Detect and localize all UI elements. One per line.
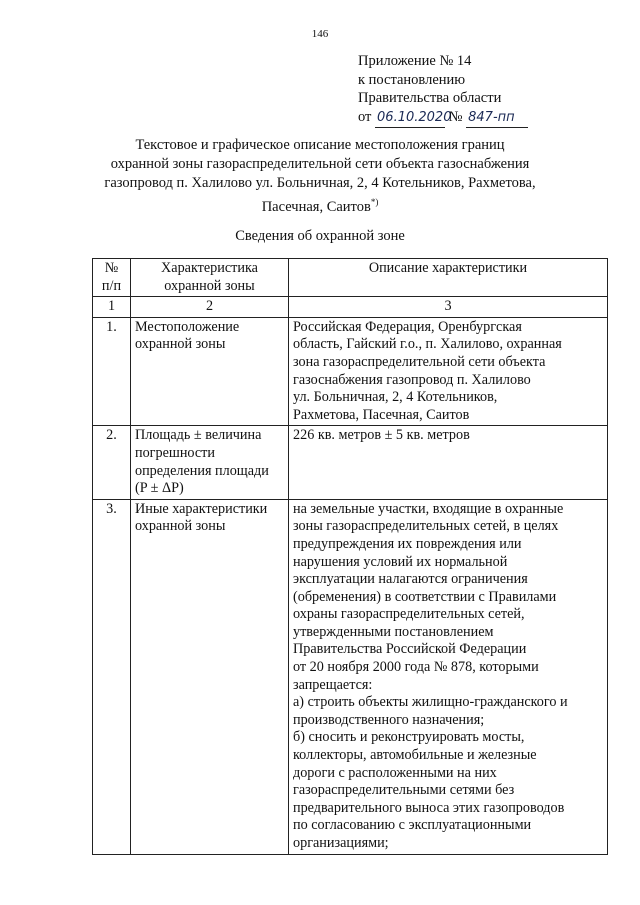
table-row	[93, 317, 608, 426]
protection-zone-table	[92, 258, 608, 855]
annex-number-label: №	[448, 108, 463, 125]
table-index-row	[93, 297, 608, 318]
row-characteristic	[131, 317, 289, 426]
text-line: 226 кв. метров ± 5 кв. метров	[293, 427, 470, 444]
text-line: а) строить объекты жилищно-гражданского и	[293, 694, 568, 711]
text-line: на земельные участки, входящие в охранные	[293, 500, 564, 517]
row-num: 1.	[93, 317, 131, 426]
text-line: зона газораспределительной сети объекта	[293, 353, 546, 370]
header-characteristic-line-1: Характеристика	[161, 260, 258, 276]
header-num-line-1: №	[104, 260, 119, 276]
table-header-row	[93, 259, 608, 297]
text-line: нарушения условий их нормальной	[293, 553, 508, 570]
title-line-1: Текстовое и графическое описание местоположения границ	[135, 137, 505, 153]
row-description	[289, 499, 608, 854]
index-cell-2: 2	[131, 297, 289, 318]
handwritten-number: 847-пп	[466, 109, 528, 129]
text-line: газоснабжения газопровод п. Халилово	[293, 371, 531, 388]
text-line: утвержденными постановлением	[293, 623, 494, 640]
text-line: область, Гайский г.о., п. Халилово, охранная	[293, 336, 562, 353]
text-line: от 20 ноября 2000 года № 878, которыми	[293, 659, 539, 676]
text-line: Площадь ± величина	[135, 427, 262, 444]
text-line: Местоположение	[135, 318, 240, 335]
page-number: 146	[311, 28, 329, 40]
table-row	[93, 426, 608, 499]
text-line: производственного назначения;	[293, 711, 485, 728]
annex-header	[358, 52, 528, 128]
text-line: Иные характеристики	[135, 500, 268, 517]
text-line: коллекторы, автомобильные и железные	[293, 747, 537, 764]
index-cell-1: 1	[93, 297, 131, 318]
text-line: охранной зоны	[135, 518, 226, 535]
annex-line-2: к постановлению	[358, 71, 466, 88]
annex-line-3: Правительства области	[358, 90, 502, 106]
text-line: погрешности	[135, 444, 215, 461]
annex-line-1: Приложение № 14	[358, 53, 472, 69]
title-line-3: газопровод п. Халилово ул. Больничная, 2, 4 Котельников, Рахметова,	[104, 175, 536, 191]
title-line-2: охранной зоны газораспределительной сети объекта газоснабжения	[110, 156, 530, 172]
text-line: газораспределительными сетями без	[293, 782, 515, 799]
header-num	[93, 259, 131, 297]
row-num: 3.	[93, 499, 131, 854]
text-line: дороги с расположенными на них	[293, 764, 497, 781]
section-subtitle: Сведения об охранной зоне	[235, 228, 405, 244]
text-line: зоны газораспределительных сетей, в целях	[293, 518, 559, 535]
text-line: запрещается:	[293, 676, 373, 693]
text-line: охраны газораспределительных сетей,	[293, 606, 525, 623]
text-line: предварительного выноса этих газопроводов	[293, 799, 565, 816]
text-line: Правительства Российской Федерации	[293, 641, 527, 658]
title-line-4	[90, 193, 550, 217]
text-line: эксплуатации налагаются ограничения	[293, 571, 528, 588]
handwritten-date: 06.10.2020	[375, 109, 445, 129]
text-line: охранной зоны	[135, 336, 226, 353]
title-line-4-text: Пасечная, Саитов	[261, 198, 371, 215]
annex-date-line	[358, 108, 528, 129]
footnote-mark: *)	[370, 197, 379, 207]
text-line: предупреждения их повреждения или	[293, 535, 522, 552]
header-characteristic	[131, 259, 289, 297]
header-characteristic-line-2: охранной зоны	[164, 277, 255, 294]
text-line: (P ± ΔP)	[135, 480, 184, 497]
text-line: ул. Больничная, 2, 4 Котельников,	[293, 389, 498, 406]
row-characteristic	[131, 499, 289, 854]
text-line: Российская Федерация, Оренбургская	[293, 318, 522, 335]
row-characteristic	[131, 426, 289, 499]
annex-from-label: от	[358, 108, 372, 125]
document-title	[90, 136, 550, 217]
text-line: определения площади	[135, 462, 269, 479]
row-num: 2.	[93, 426, 131, 499]
text-line: организациями;	[293, 835, 389, 851]
text-line: (обременения) в соответствии с Правилами	[293, 588, 557, 605]
index-cell-3: 3	[289, 297, 608, 318]
text-line: Рахметова, Пасечная, Саитов	[293, 406, 470, 423]
header-description: Описание характеристики	[289, 259, 608, 297]
text-line: б) сносить и реконструировать мосты,	[293, 729, 525, 746]
text-line: по согласованию с эксплуатационными	[293, 817, 532, 834]
table-row	[93, 499, 608, 854]
row-description	[289, 426, 608, 499]
header-num-line-2: п/п	[101, 277, 122, 294]
row-description	[289, 317, 608, 426]
